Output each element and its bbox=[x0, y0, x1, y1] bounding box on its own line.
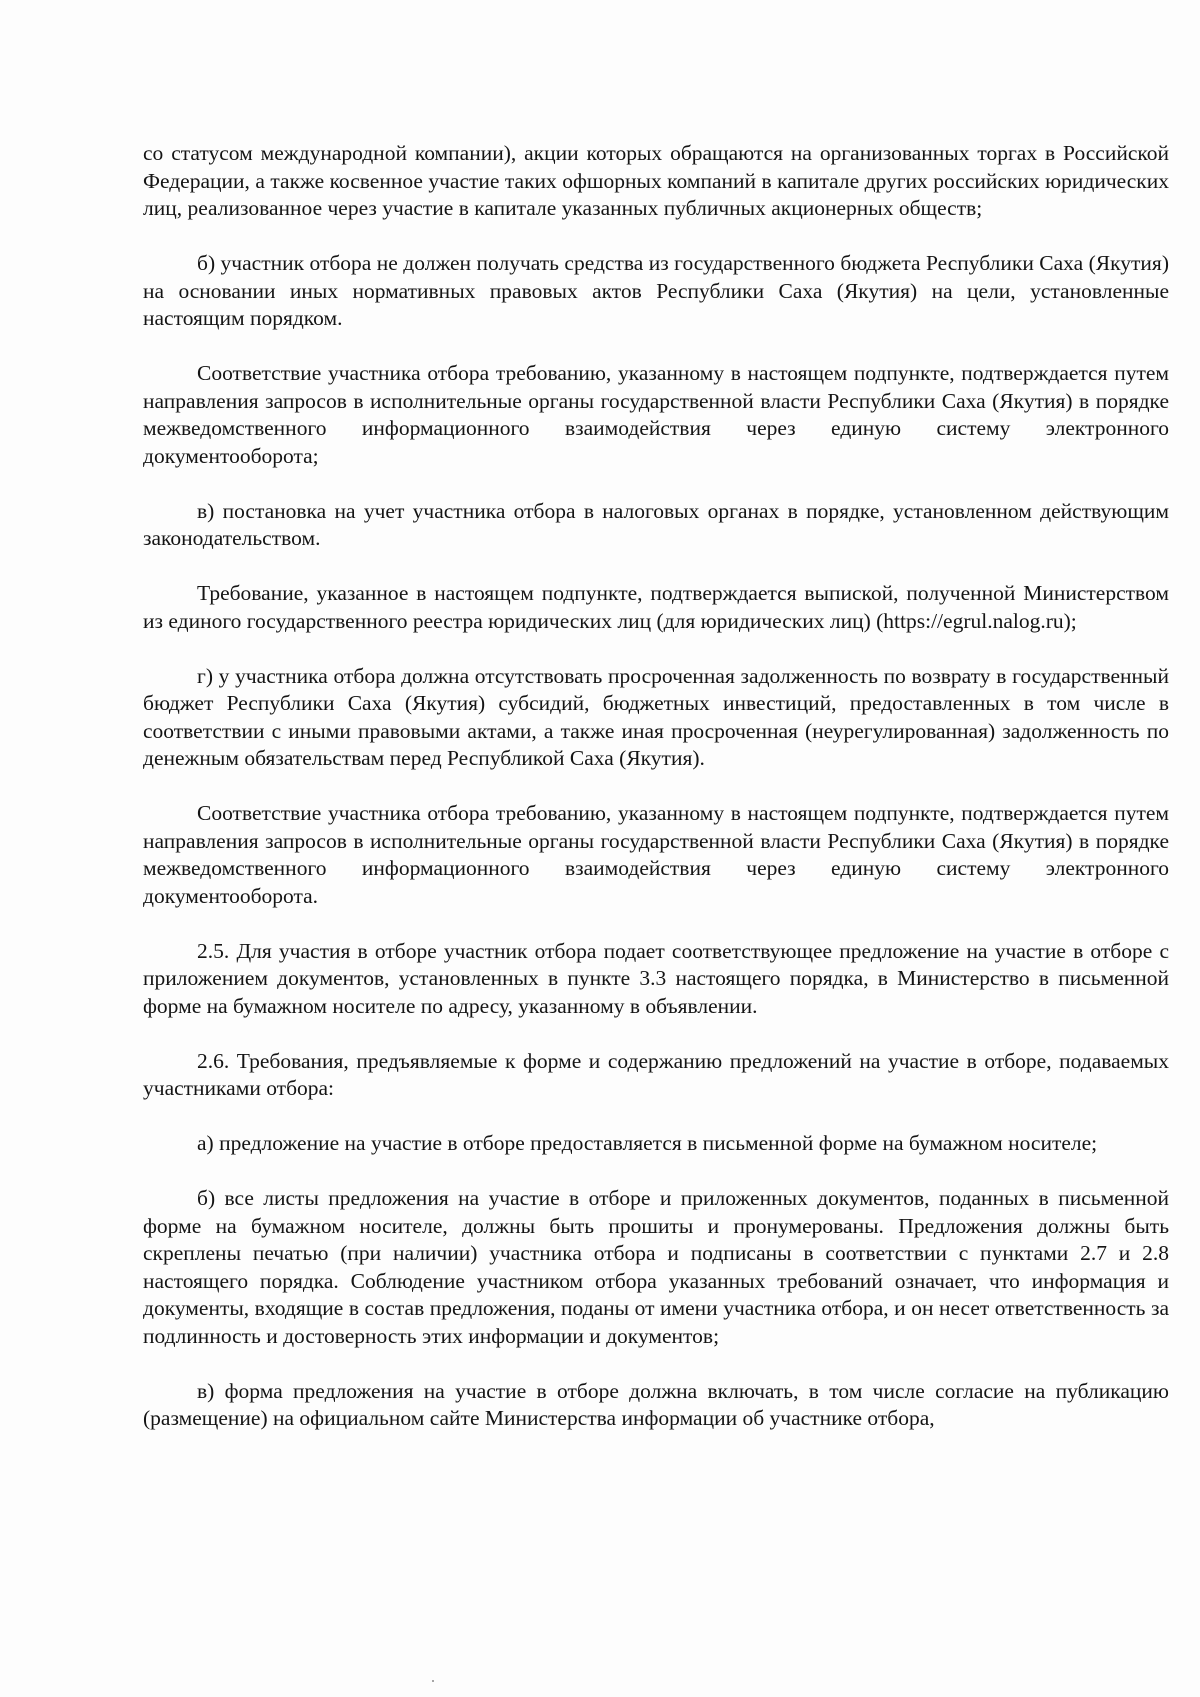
scan-speck bbox=[432, 1680, 434, 1682]
paragraph-requirement-g-debt: г) у участника отбора должна отсутствовать просроченная задолженность по возврату в государственный бюджет Республики Саха (Якутия) субсидий, бюджетных инвестиций, предоставленных в том числе в соответствии с иными правовыми актами, а также иная просроченная (неурегулированная) задолженность по денежным обязательствам перед Республикой Саха (Якутия). bbox=[143, 663, 1169, 770]
paragraph-form-b: б) все листы предложения на участие в отборе и приложенных документов, поданных в письменной форме на бумажном носителе, должны быть прошиты и пронумерованы. Предложения должны быть скреплены печатью (при наличии) участника отбора и подписаны в соответствии с пунктами 2.7 и 2.8 настоящего порядка. Соблюдение участником отбора указанных требований означает, что информация и документы, входящие в состав предложения, поданы от имени участника отбора, и он несет ответственность за подлинность и достоверность этих информации и документов; bbox=[143, 1186, 1169, 1348]
paragraph-requirement-v-tax: в) постановка на учет участника отбора в налоговых органах в порядке, установленном действующим законодательством. bbox=[143, 498, 1169, 550]
paragraph-compliance-g: Соответствие участника отбора требованию, указанному в настоящем подпункте, подтверждается путем направления запросов в исполнительные органы государственной власти Республики Саха (Якутия) в порядке межведомственного информационного взаимодействия через единую систему электронного документооборота. bbox=[143, 801, 1169, 908]
document-body bbox=[143, 140, 1169, 1433]
paragraph-requirement-b-budget: б) участник отбора не должен получать средства из государственного бюджета Республики Саха (Якутия) на основании иных нормативных правовых актов Республики Саха (Якутия) на цели, установленные настоящим порядком. bbox=[143, 251, 1169, 330]
paragraph-section-2-5: 2.5. Для участия в отборе участник отбора подает соответствующее предложение на участие в отборе с приложением документов, установленных в пункте 3.3 настоящего порядка, в Министерство в письменной форме на бумажном носителе по адресу, указанному в объявлении. bbox=[143, 938, 1169, 1018]
paragraph-form-a: а) предложение на участие в отборе предоставляется в письменной форме на бумажном носителе; bbox=[197, 1131, 1098, 1155]
paragraph-continuation-offshore: со статусом международной компании), акции которых обращаются на организованных торгах в Российской Федерации, а также косвенное участие таких офшорных компаний в капитале других российских юридических лиц, реализованное через участие в капитале указанных публичных акционерных обществ; bbox=[143, 141, 1169, 220]
paragraph-form-v: в) форма предложения на участие в отборе должна включать, в том числе согласие на публикацию (размещение) на официальном сайте Министерства информации об участнике отбора, bbox=[143, 1378, 1169, 1430]
paragraph-compliance-v: Требование, указанное в настоящем подпункте, подтверждается выпиской, полученной Министерством из единого государственного реестра юридических лиц (для юридических лиц) (https://egrul.nalog.ru); bbox=[143, 581, 1169, 633]
paragraph-section-2-6: 2.6. Требования, предъявляемые к форме и содержанию предложений на участие в отборе, подаваемых участниками отбора: bbox=[143, 1048, 1169, 1100]
paragraph-compliance-b: Соответствие участника отбора требованию, указанному в настоящем подпункте, подтверждается путем направления запросов в исполнительные органы государственной власти Республики Саха (Якутия) в порядке межведомственного информационного взаимодействия через единую систему электронного документооборота; bbox=[143, 361, 1169, 468]
